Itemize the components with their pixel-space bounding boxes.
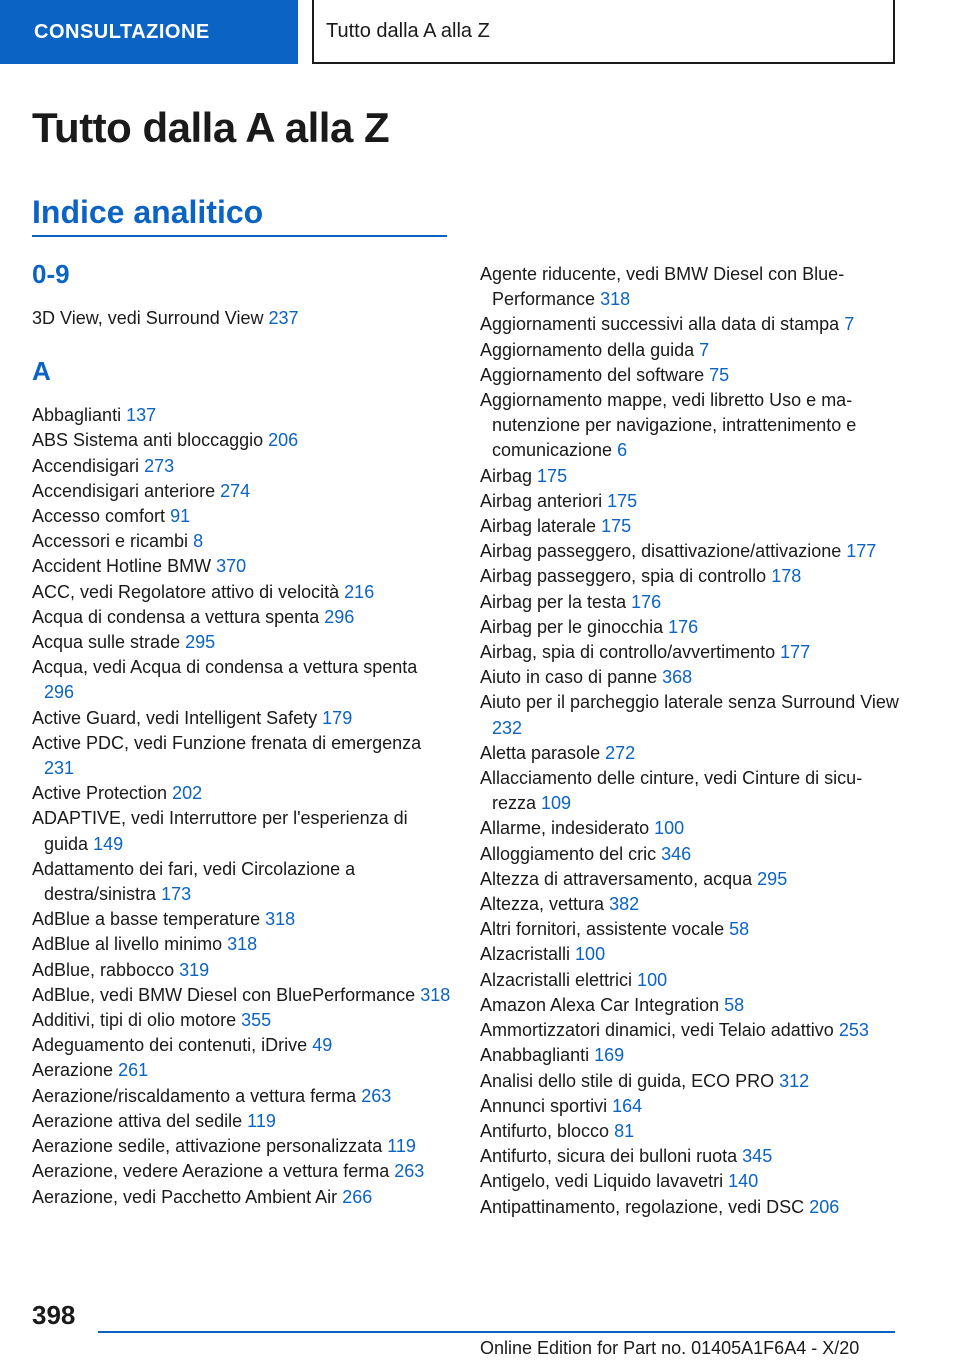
index-entry [32,403,452,428]
index-entry [480,489,900,514]
index-entry-page-link[interactable]: 173 [161,884,192,905]
index-entry-text: Aggiornamento del software [480,364,705,385]
index-entry-page-link[interactable]: 206 [268,430,299,451]
index-entry [480,842,900,867]
index-entry-text: ACC, vedi Regolatore attivo di velocità [32,581,340,602]
index-entry-page-link[interactable]: 175 [607,490,638,511]
index-entry-text: Adattamento dei fari, vedi Circolazione a destra/sinistra [32,858,356,905]
index-entry [480,892,900,917]
index-entry-text: Airbag passeggero, disattivazione/attivazione [480,541,842,562]
index-entry-text: Aerazione, vedi Pacchetto Ambient Air [32,1186,338,1207]
index-entry [480,640,900,665]
index-entry-page-link[interactable]: 58 [724,994,745,1015]
footer-divider [98,1331,895,1333]
index-entry [480,867,900,892]
index-entry-text: Alloggiamento del cric [480,843,657,864]
index-entry [480,464,900,489]
index-entry [480,615,900,640]
index-entry [32,706,452,731]
index-entry-page-link[interactable]: 119 [247,1110,276,1131]
header-chapter-label: Tutto dalla A alla Z [326,19,490,42]
index-entry-text: Accident Hotline BMW [32,556,212,577]
index-entry [480,942,900,967]
index-entry [32,529,452,554]
index-entry [32,580,452,605]
index-entry-text: Antifurto, blocco [480,1120,610,1141]
header-chapter-tab [312,0,895,64]
index-entry [480,816,900,841]
index-entry [480,741,900,766]
index-column-left [32,258,452,1210]
index-entry-page-link[interactable]: 346 [661,843,692,864]
index-entry-page-link[interactable]: 370 [216,556,247,577]
index-entry-page-link[interactable]: 149 [93,833,124,854]
index-entry [32,1084,452,1109]
index-entry [32,1033,452,1058]
index-entry-text: Airbag, spia di controllo/avvertimento [480,642,776,663]
index-entry [32,504,452,529]
index-entry [32,1134,452,1159]
index-entry-text: Accendisigari anteriore [32,480,216,501]
index-entry-page-link[interactable]: 263 [394,1161,425,1182]
index-entry-page-link[interactable]: 175 [601,516,632,537]
index-entry-page-link[interactable]: 263 [361,1085,392,1106]
section-spacer [32,331,452,355]
index-entry-page-link[interactable]: 49 [312,1035,333,1056]
index-entry [32,1109,452,1134]
index-entry-page-link[interactable]: 318 [600,289,631,310]
index-entry-text: Airbag per la testa [480,591,627,612]
index-entry-page-link[interactable]: 272 [605,742,636,763]
index-entry-page-link[interactable]: 261 [118,1060,149,1081]
index-entry-text: AdBlue a basse temperature [32,909,261,930]
index-entry [480,1018,900,1043]
index-entry-page-link[interactable]: 295 [185,632,216,653]
index-entry [480,590,900,615]
index-entry [480,1144,900,1169]
index-entry-text: Altezza, vettura [480,894,605,915]
index-entry-text: Additivi, tipi di olio motore [32,1010,237,1031]
index-entry-page-link[interactable]: 81 [614,1120,635,1141]
index-entry [32,306,452,331]
index-entry-page-link[interactable]: 177 [846,541,877,562]
index-entry [32,655,452,705]
index-entry [480,917,900,942]
index-entry-page-link[interactable]: 177 [780,642,811,663]
index-entry-text: Aiuto per il parcheggio laterale senza Surround View [480,692,899,713]
index-entry-text: Aerazione sedile, attivazione personalizzata [32,1136,383,1157]
index-entry-page-link[interactable]: 274 [220,480,251,501]
index-entry-page-link[interactable]: 273 [144,455,175,476]
index-entry [480,388,900,464]
index-entry [32,428,452,453]
index-entry [32,454,452,479]
index-entry-page-link[interactable]: 237 [268,308,299,328]
index-entry-page-link[interactable]: 7 [699,339,710,360]
index-entry-page-link[interactable]: 253 [838,1020,869,1041]
index-entry [32,630,452,655]
index-entry [32,605,452,630]
index-entry-text: Allacciamento delle cinture, vedi Cinture di sicurezza [480,768,863,814]
index-entry-page-link[interactable]: 169 [594,1045,625,1066]
page-number: 398 [32,1300,76,1330]
index-entry-page-link[interactable]: 100 [575,944,606,965]
index-entry-text: Airbag [480,465,533,486]
page-title: Tutto dalla A alla Z [32,104,390,151]
index-entry [480,338,900,363]
index-entry-text: Active Protection [32,783,168,804]
index-entry [480,363,900,388]
index-entry-text: Abbaglianti [32,405,122,426]
index-entry-page-link[interactable]: 382 [609,894,640,915]
index-entry-text: Allarme, indesiderato [480,818,650,839]
index-entry-text: Accendisigari [32,455,140,476]
index-entry-text: Antifurto, sicura dei bulloni ruota [480,1146,738,1167]
section-spacer [32,387,452,403]
index-entry-page-link[interactable]: 296 [44,682,75,703]
index-entry [32,1008,452,1033]
index-entry-text: Aiuto in caso di panne [480,667,658,688]
index-entry-text: Annunci sportivi [480,1095,608,1116]
index-entry [480,312,900,337]
index-entry-page-link[interactable]: 312 [779,1070,810,1091]
index-entry-text: Aerazione, vedere Aerazione a vettura ferma [32,1161,390,1182]
index-entry-text: AdBlue, vedi BMW Diesel con BluePerformance [32,984,416,1005]
index-entry-text: Active PDC, vedi Funzione frenata di emergenza [32,732,422,753]
index-entry-text: Alzacristalli elettrici [480,969,633,990]
index-entry-page-link[interactable]: 100 [654,818,685,839]
index-entry-text: Airbag per le ginocchia [480,616,664,637]
footer-edition-text: Online Edition for Part no. 01405A1F6A4 - X/20 [480,1338,860,1358]
index-entry [32,1058,452,1083]
index-entry-text: ADAPTIVE, vedi Interruttore per l'esperienza di guida [32,808,408,854]
index-entry-page-link[interactable]: 109 [541,793,572,814]
index-entry-page-link[interactable]: 368 [662,667,693,688]
index-entry-text: Acqua, vedi Acqua di condensa a vettura spenta [32,657,418,678]
index-entry-page-link[interactable]: 164 [612,1095,643,1116]
index-entry [480,690,900,740]
index-entry-text: Amazon Alexa Car Integration [480,994,720,1015]
index-section-heading: 0-9 [32,259,70,289]
header-section-tab [0,0,298,64]
index-entry-page-link[interactable]: 176 [668,616,699,637]
index-entry-text: Acqua di condensa a vettura spenta [32,606,320,627]
index-entry [32,781,452,806]
index-entry-page-link[interactable]: 232 [492,717,523,738]
index-entry-text: Aerazione/riscaldamento a vettura ferma [32,1085,357,1106]
index-entry-page-link[interactable]: 6 [617,440,628,461]
index-entry-page-link[interactable]: 318 [227,934,258,955]
index-entry-page-link[interactable]: 319 [179,959,210,980]
index-entry [480,539,900,564]
index-entry-text: Aggiornamenti successivi alla data di stampa [480,314,840,335]
index-entry [480,665,900,690]
index-entry [32,857,452,907]
index-entry [32,1159,452,1184]
index-entry-text: Anabbaglianti [480,1045,590,1066]
index-entry-page-link[interactable]: 178 [771,566,802,587]
index-entry-text: AdBlue, rabbocco [32,959,175,980]
index-entry-text: Analisi dello stile di guida, ECO PRO [480,1070,775,1091]
index-entry-page-link[interactable]: 318 [265,909,296,930]
index-entry [480,1069,900,1094]
index-entry [32,907,452,932]
index-entry-page-link[interactable]: 8 [193,531,204,552]
index-entry-page-link[interactable]: 295 [757,868,788,889]
index-entry-text: Altezza di attraversamento, acqua [480,868,753,889]
index-entry-page-link[interactable]: 202 [172,783,203,804]
index-entry-page-link[interactable]: 58 [729,919,750,940]
index-column-right [480,262,900,1220]
index-entry-text: Ammortizzatori dinamici, vedi Telaio adattivo [480,1020,834,1041]
index-entry-page-link[interactable]: 231 [44,758,75,779]
index-entry-page-link[interactable]: 100 [637,969,668,990]
index-entry [480,514,900,539]
index-entry [480,993,900,1018]
index-entry-text: Airbag anteriori [480,490,603,511]
index-entry-page-link[interactable]: 179 [322,707,353,728]
page-subtitle: Indice analitico [32,194,447,237]
index-entry [480,1169,900,1194]
index-entry-page-link[interactable]: 91 [170,506,191,527]
index-section-heading: A [32,356,51,387]
index-entry-page-link[interactable]: 266 [342,1186,373,1207]
index-entry-text: Altri fornitori, assistente vocale [480,919,725,940]
index-entry-text: Antipattinamento, regolazione, vedi DSC [480,1196,805,1217]
index-entry-text: Agente riducente, vedi BMW Diesel con BluePerformance [480,264,845,310]
index-entry-text: ABS Sistema anti bloccaggio [32,430,264,451]
index-entry-page-link[interactable]: 75 [709,364,730,385]
index-entry [480,1094,900,1119]
index-entry [480,564,900,589]
index-entry [480,1043,900,1068]
index-entry-text: AdBlue al livello minimo [32,934,223,955]
index-entry [480,262,900,312]
header-section-label: CONSULTAZIONE [34,20,210,43]
index-entry-page-link[interactable]: 140 [728,1171,759,1192]
index-entry-page-link[interactable]: 216 [344,581,375,602]
index-entry-text: Adeguamento dei contenuti, iDrive [32,1035,308,1056]
index-entry-text: Airbag laterale [480,516,597,537]
index-entry-text: Accessori e ricambi [32,531,189,552]
index-entry-text: Antigelo, vedi Liquido lavavetri [480,1171,724,1192]
index-entry-page-link[interactable]: 355 [241,1010,272,1031]
index-entry-text: Aggiornamento della guida [480,339,695,360]
index-entry-page-link[interactable]: 318 [420,984,451,1005]
index-entry [32,932,452,957]
index-entry [32,958,452,983]
index-entry-page-link[interactable]: 175 [537,465,568,486]
index-entry-page-link[interactable]: 296 [324,606,355,627]
index-entry [480,1195,900,1220]
index-entry [32,479,452,504]
index-entry-text: Active Guard, vedi Intelligent Safety [32,707,318,728]
index-entry-page-link[interactable]: 176 [631,591,662,612]
index-entry-text: Airbag passeggero, spia di controllo [480,566,767,587]
index-entry-text: Alzacristalli [480,944,571,965]
index-entry [480,1119,900,1144]
index-entry-text: Accesso comfort [32,506,166,527]
index-entry [32,983,452,1008]
index-entry-page-link[interactable]: 206 [809,1196,840,1217]
index-entry-page-link[interactable]: 7 [844,314,855,335]
index-entry-text: Aerazione [32,1060,114,1081]
section-spacer [32,290,452,306]
index-entry-text: Aerazione attiva del sedile [32,1110,243,1131]
index-entry [32,554,452,579]
index-entry-page-link[interactable]: 119 [387,1136,416,1157]
index-entry [480,968,900,993]
index-entry [32,806,452,856]
index-entry-page-link[interactable]: 137 [126,405,157,426]
index-entry-text: 3D View, vedi Surround View [32,308,264,328]
index-entry [32,1185,452,1210]
index-entry-text: Aggiornamento mappe, vedi libretto Uso e manutenzione per navigazione, intrattenimento e comunicazione [480,390,857,461]
index-entry-text: Acqua sulle strade [32,632,181,653]
index-entry [480,766,900,816]
index-entry-text: Aletta parasole [480,742,601,763]
index-entry-page-link[interactable]: 345 [742,1146,773,1167]
index-entry [32,731,452,781]
